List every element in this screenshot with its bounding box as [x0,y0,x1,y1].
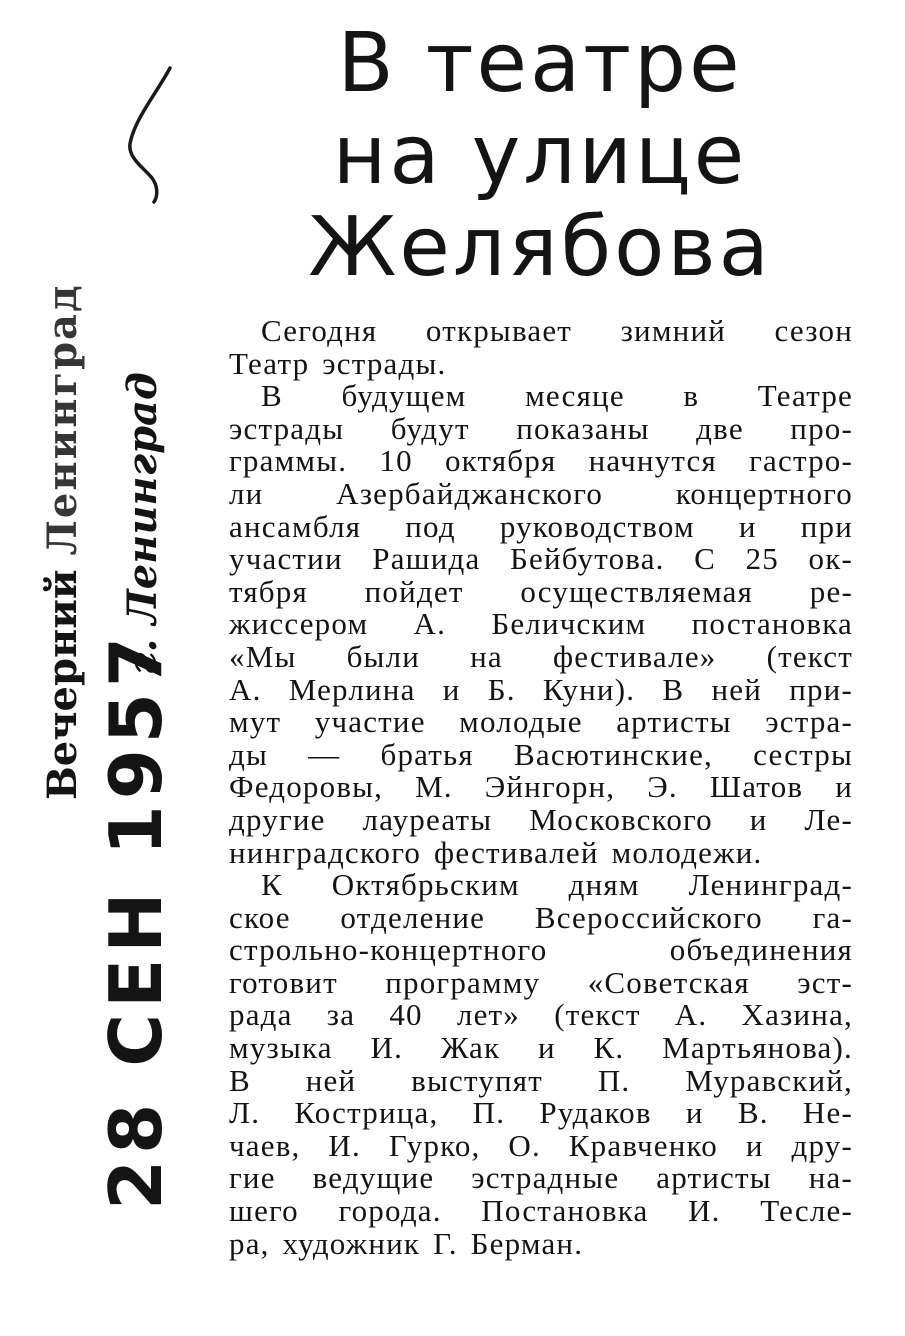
article-line: Л. Кострица, П. Рудаков и В. Не- [229,1095,853,1131]
headline-line-1: В театре [337,16,743,111]
article-line: другие лауреаты Московского и Ле- [229,801,853,837]
article-line: Театр эстрады. [229,345,447,381]
handwritten-bracket-mark [118,64,178,204]
article-line: К Октябрьским дням Ленинград- [261,867,853,903]
article-line: гие ведущие эстрадные артисты на- [229,1160,853,1196]
article-line: В будущем месяце в Театре [261,378,853,414]
article-line: эстрады будут показаны две про- [229,410,853,446]
article-line: граммы. 10 октября начнутся гастро- [229,443,853,479]
article-line: Федоровы, М. Эйнгорн, Э. Шатов и [229,769,853,805]
article-headline [300,18,780,294]
article-line: мут участие молодые артисты эстра- [229,704,853,740]
article-line: ское отделение Всероссийского га- [229,899,853,935]
headline-line-3: Желябова [308,200,772,295]
article-line: ли Азербайджанского концертного [229,475,853,511]
article-line: «Мы были на фестивале» (текст [229,638,853,674]
article-body [229,315,853,1260]
article-line: нинградского фестивалей молодежи. [229,834,763,870]
date-stamp: 28 СЕН 1957 [94,631,178,1210]
article-line: шего города. Постановка И. Тесле- [229,1193,853,1229]
stamp-newspaper-name: Ленинград [39,283,86,556]
city-stamp: г. Ленинград [119,372,166,675]
article-line: рада за 40 лет» (текст А. Хазина, [229,997,853,1033]
article-line: чаев, И. Гурко, О. Кравченко и дру- [229,1127,853,1163]
article-line: ансамбля под руководством и при [229,508,853,544]
stamp-newspaper: Вечерний [39,569,86,800]
article-line: музыка И. Жак и К. Мартьянова). [229,1030,853,1066]
article-line: строльно-концертного объединения [229,932,853,968]
article-line: А. Мерлина и Б. Куни). В ней при- [229,671,853,707]
article-line: участии Рашида Бейбутова. С 25 ок- [229,541,853,577]
article-line: тября пойдет осуществляемая ре- [229,573,853,609]
newspaper-name-stamp [38,283,88,800]
article-line: Сегодня открывает зимний сезон [261,313,853,348]
article-line: ра, художник Г. Берман. [229,1225,584,1261]
article-line: В ней выступят П. Муравский, [229,1062,853,1098]
article-line: готовит программу «Советская эст- [229,964,853,1000]
article-line: жиссером А. Беличским постановка [229,606,853,642]
headline-line-2: на улице [332,108,748,203]
article-line: ды — братья Васютинские, сестры [229,736,853,772]
